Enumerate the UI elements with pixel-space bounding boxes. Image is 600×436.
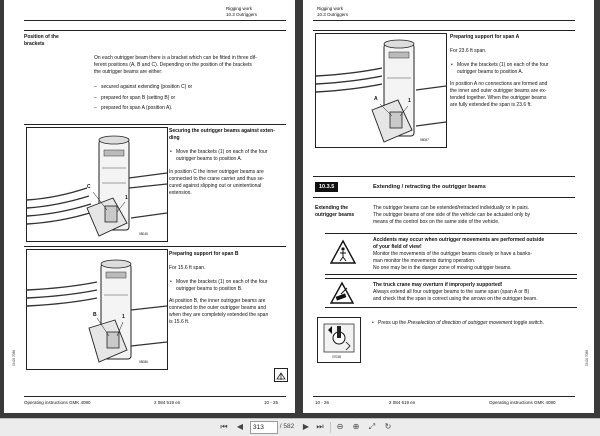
securing-para-line: In position C the inner outrigger beams are [169,169,264,175]
header-title: Rigging work [317,6,344,11]
rotate-icon: ↻ [384,422,392,431]
warning-body-line: man monitor the movements during operation. [373,258,476,264]
page-number-input[interactable]: 313 [250,421,278,434]
option-item: – prepared for span A (position A). [101,105,172,111]
figure-label-c: C [87,184,91,190]
securing-para-line: connected to the crane carrier and thus se- [169,176,265,182]
position-heading-1: Position of the [24,34,59,40]
figure-code: 08087 [420,138,429,142]
warning-body-line: No one may be in the danger zone of moving outrigger beams. [373,265,512,271]
span-b-bullet-2: outrigger beams to position B. [176,286,243,292]
option-item: – secured against extending (position C) or [101,84,192,90]
intro-line-2: ferent positions (A, B and C). Depending on the position of the brackets [94,62,252,68]
warning-body-line: Monitor the movements of the outrigger beams closely or have a banks- [373,251,532,257]
span-b-para: For 15.6 ft span. [169,265,206,271]
skip-last-icon: ⏭ [316,422,324,431]
warning-body-line: Always extend all four outrigger beams to the same span (span A or B) [373,289,530,295]
figure-label-a: A [374,96,378,102]
figure-label-1: 1 [125,195,128,201]
footer-doc-title: Operating instructions GMK 4080 [24,400,91,405]
span-b-para-line: is 15.6 ft. [169,319,190,325]
warning-title-line: of your field of view! [373,244,422,250]
warning-box-overturn [325,278,577,308]
figure-code: 07038 [332,355,341,359]
press-italic-label: Preselection of direction of outrigger movement [407,320,513,326]
intro-line-1: On each outrigger beam there is a bracket which can be fitted in three dif- [94,55,257,61]
extending-para-line: means of the control box on the same side of the vehicle. [373,219,500,225]
warning-title: The truck crane may overturn if improperly supported! [373,282,503,288]
zoom-out-icon: ⊖ [336,422,344,431]
footer-doc-number: 2 084 519 en [154,400,181,405]
zoom-in-button[interactable] [350,421,362,433]
option-item: – prepared for span B (setting B) or [101,95,175,101]
figure-label-b: B [93,312,97,318]
side-code: 09.00 7088 [12,350,16,366]
extending-side-heading-2: outrigger beams [315,212,355,218]
manual-book-icon [274,368,288,382]
span-a-para: For 23.6 ft span. [450,48,487,54]
securing-para-line: extension. [169,190,192,196]
figure-label-1: 1 [122,314,125,320]
warning-triangle-icon [330,281,354,305]
fit-page-icon: ⤢ [368,422,376,431]
span-b-para-line: connected to the outer outrigger beams and [169,305,267,311]
span-a-bullet-2: outrigger beams to position A. [457,69,524,75]
first-page-button[interactable] [218,421,230,433]
intro-line-3: the outrigger beams are either: [94,69,163,75]
footer-doc-title: Operating instructions GMK 4080 [489,400,556,405]
manual-page-right [303,0,594,413]
extending-side-heading-1: Extending the [315,205,349,211]
next-page-icon: ▶ [302,422,310,431]
warning-box-field-of-view [325,233,577,275]
manual-page-left [4,0,295,413]
position-heading-2: brackets [24,41,45,47]
span-b-para-line: when they are completely extended the span [169,312,269,318]
previous-page-button[interactable] [234,421,246,433]
page-total-label: / 582 [279,423,295,430]
header-subtitle: 10.3 Outriggers [317,12,349,17]
last-page-button[interactable] [314,421,326,433]
warning-body-line: and check that the span is correct using the arrows on the outrigger beam. [373,296,538,302]
rotate-button[interactable] [382,421,394,433]
section-title: Extending / retracting the outrigger beams [373,184,486,190]
securing-heading-1: Securing the outrigger beams against exten- [169,128,275,134]
span-a-para-line: are fully extended the span is 23.6 ft. [450,102,532,108]
press-suffix: toggle switch. [512,320,544,326]
span-a-bullet-1: • Move the brackets (1) on each of the four [457,62,548,68]
fit-page-button[interactable] [366,421,378,433]
extending-para-line: The outrigger beams of one side of the vehicle can be actuated only by [373,212,531,218]
figure-code: 08045 [139,232,148,236]
warning-title-line: Accidents may occur when outrigger movements are performed outside [373,237,545,243]
press-toggle-instruction [378,320,544,326]
side-code: 09.00 7088 [585,350,589,366]
securing-para-line: cured against slipping out or unintentional [169,183,262,189]
footer-page-number: 10 - 26 [315,400,330,405]
figure-code: 08086 [139,360,148,364]
press-prefix: Press up the [378,320,408,326]
extending-para-line: The outrigger beams can be extended/retracted individually or in pairs. [373,205,530,211]
prev-page-icon: ◀ [236,422,244,431]
viewer-toolbar [0,418,600,436]
bracket-figure-position-c [26,127,168,242]
zoom-in-icon: ⊕ [352,422,360,431]
zoom-out-button[interactable] [334,421,346,433]
section-number-badge: 10.3.5 [315,182,338,192]
span-a-para-line: tended together. When the outrigger beams [450,95,547,101]
toggle-switch-figure [317,317,361,363]
span-b-heading: Preparing support for span B [169,251,239,257]
span-a-para-line: the inner and outer outrigger beams are ex- [450,88,547,94]
figure-label-1: 1 [408,98,411,104]
securing-heading-2: ding [169,135,180,141]
next-page-button[interactable] [300,421,312,433]
span-a-heading: Preparing support for span A [450,34,520,40]
bracket-figure-position-a [315,33,447,148]
bracket-figure-position-b [26,249,168,370]
span-a-para-line: In position A no connections are formed and [450,81,548,87]
warning-triangle-icon [330,239,356,265]
footer-page-number: 10 - 25 [264,400,279,405]
header-title: Rigging work [226,6,253,11]
securing-bullet-2: outrigger beams to position A. [176,156,243,162]
skip-first-icon: ⏮ [220,422,228,431]
header-subtitle: 10.3 Outriggers [226,12,258,17]
securing-bullet-1: • Move the brackets (1) on each of the four [176,149,267,155]
footer-doc-number: 2 084 519 en [389,400,416,405]
span-b-bullet-1: • Move the brackets (1) on each of the four [176,279,267,285]
span-b-para-line: At position B, the inner outrigger beams are [169,298,266,304]
